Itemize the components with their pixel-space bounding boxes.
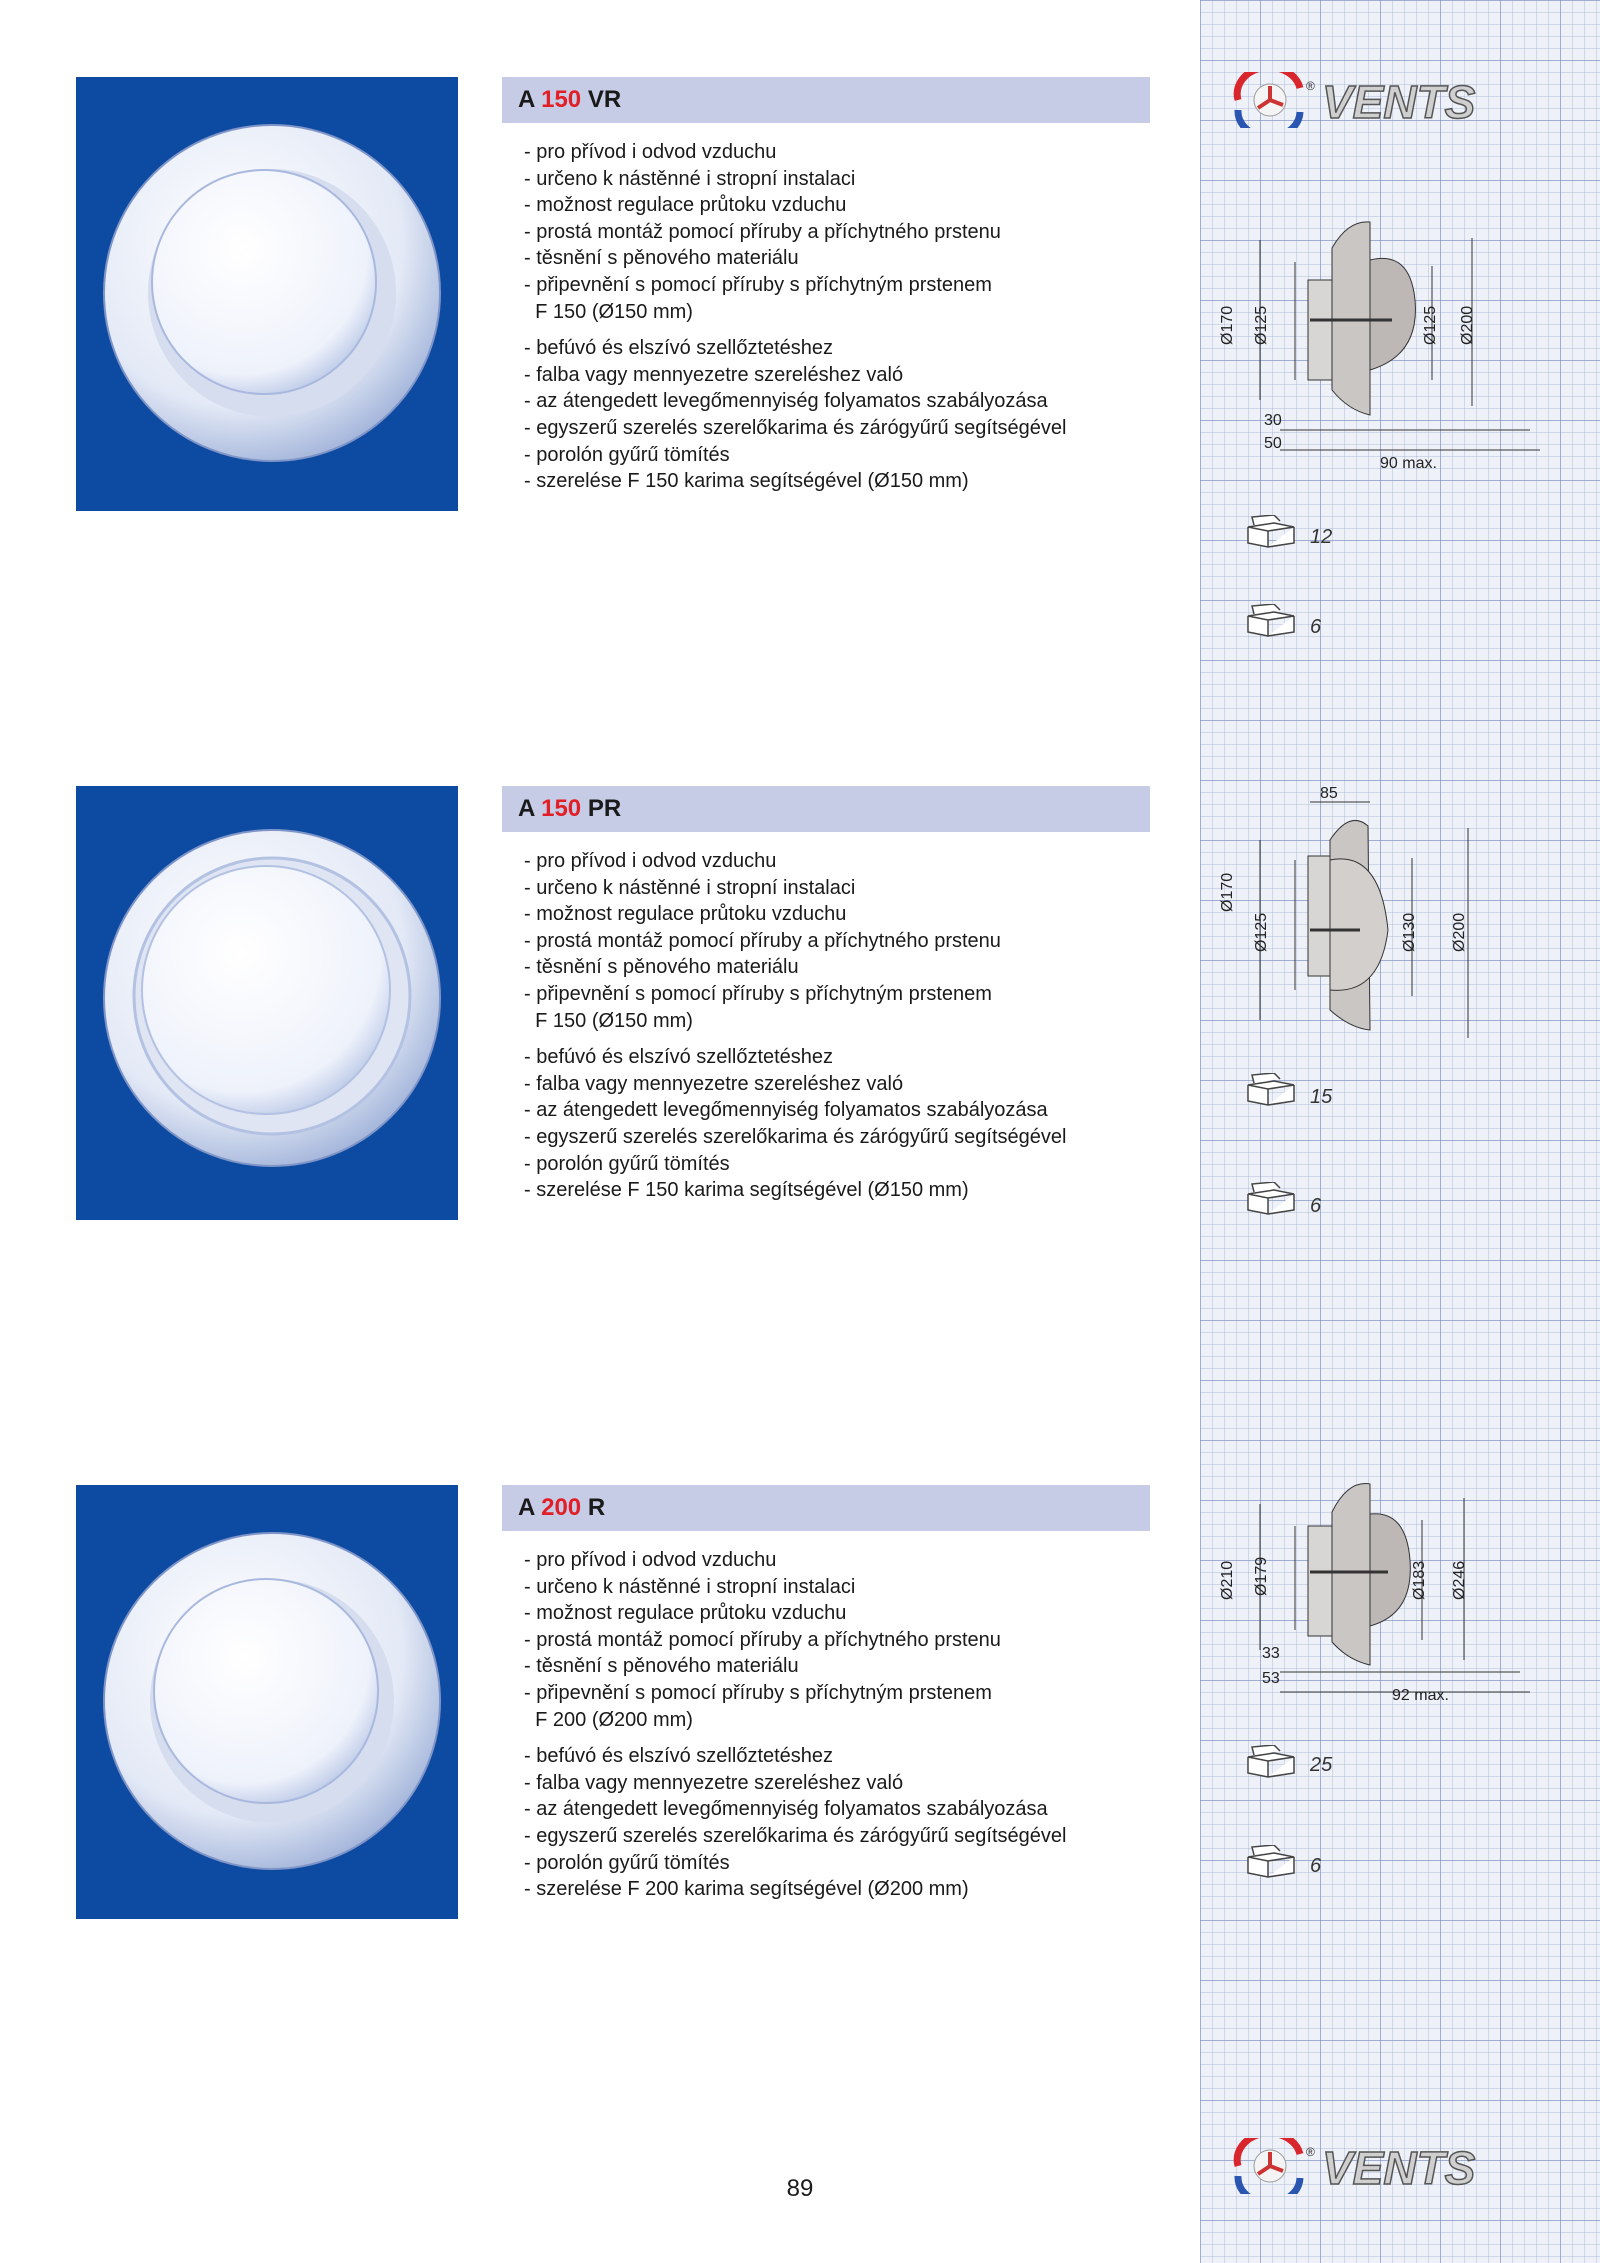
list-item: F 200 (Ø200 mm): [524, 1708, 693, 1731]
svg-text:Ø130: Ø130: [1401, 912, 1418, 952]
svg-text:®: ®: [1306, 2145, 1315, 2159]
list-item: - egyszerű szerelés szerelőkarima és zárógyűrű segítségével: [524, 1125, 1067, 1148]
svg-text:50: 50: [1264, 435, 1282, 452]
list-item: - pro přívod i odvod vzduchu: [524, 141, 777, 163]
list-item: - připevnění s pomocí příruby s příchytným prstenem: [524, 1681, 992, 1704]
list-item: - připevnění s pomocí příruby s příchytným prstenem: [524, 273, 992, 296]
list-item: - szerelése F 150 karima segítségével (Ø150 mm): [524, 1179, 969, 1202]
list-item: - určeno k nástěnné i stropní instalaci: [524, 167, 856, 190]
list-item: - falba vagy mennyezetre szereléshez való: [524, 1771, 904, 1794]
list-item: - befúvó és elszívó szellőztetéshez: [524, 337, 834, 360]
svg-text:VENTS: VENTS: [1322, 76, 1476, 128]
list-item: - szerelése F 150 karima segítségével (Ø150 mm): [524, 470, 969, 493]
list-item: - pro přívod i odvod vzduchu: [524, 850, 777, 872]
box-large-icon: [1244, 604, 1298, 638]
list-item: - egyszerű szerelés szerelőkarima és zárógyűrű segítségével: [524, 416, 1067, 439]
list-item: - az átengedett levegőmennyiség folyamatos szabályozása: [524, 1099, 1048, 1122]
list-item: - těsnění s pěnového materiálu: [524, 956, 799, 979]
list-item: - az átengedett levegőmennyiség folyamatos szabályozása: [524, 1798, 1048, 1821]
list-item: - falba vagy mennyezetre szereléshez való: [524, 1072, 904, 1095]
product-photo: [76, 786, 458, 1220]
box-small-icon: [1244, 1073, 1298, 1107]
page-number: 89: [786, 2175, 814, 2202]
svg-text:85: 85: [1320, 785, 1338, 802]
svg-text:Ø200: Ø200: [1459, 305, 1476, 345]
svg-text:92 max.: 92 max.: [1392, 1687, 1449, 1704]
svg-text:Ø210: Ø210: [1219, 1560, 1236, 1600]
pack-count-large: 6: [1310, 616, 1322, 638]
list-item: F 150 (Ø150 mm): [524, 1009, 693, 1032]
product-title: A 200 R: [502, 1485, 1150, 1531]
list-item: - prostá montáž pomocí příruby a příchytného prstenu: [524, 220, 1001, 243]
list-item: - porolón gyűrű tömítés: [524, 1851, 730, 1874]
product-photo: [76, 1485, 458, 1919]
list-item: - těsnění s pěnového materiálu: [524, 247, 799, 270]
box-large-icon: [1244, 1182, 1298, 1216]
product-title: A 150 PR: [502, 786, 1150, 832]
technical-drawing-3: [1210, 1480, 1590, 1730]
list-item: - porolón gyűrű tömítés: [524, 1152, 730, 1175]
list-item: - těsnění s pěnového materiálu: [524, 1655, 799, 1678]
svg-text:90 max.: 90 max.: [1380, 455, 1437, 472]
list-item: F 150 (Ø150 mm): [524, 300, 693, 323]
pack-count-small: 25: [1310, 1754, 1333, 1776]
svg-text:Ø125: Ø125: [1253, 912, 1270, 952]
product-title: A 150 VR: [502, 77, 1150, 123]
feature-list: [524, 848, 1164, 1204]
list-item: - prostá montáž pomocí příruby a příchytného prstenu: [524, 929, 1001, 952]
svg-text:30: 30: [1264, 412, 1282, 429]
list-item: - možnost regulace průtoku vzduchu: [524, 903, 847, 926]
technical-drawing-2: [1210, 780, 1590, 1050]
svg-text:53: 53: [1262, 1670, 1280, 1687]
svg-text:Ø125: Ø125: [1422, 305, 1439, 345]
list-item: - možnost regulace průtoku vzduchu: [524, 1602, 847, 1625]
svg-text:®: ®: [1306, 79, 1315, 93]
list-item: - určeno k nástěnné i stropní instalaci: [524, 876, 856, 899]
technical-drawing-1: [1210, 210, 1590, 480]
list-item: - možnost regulace průtoku vzduchu: [524, 194, 847, 217]
feature-list: [524, 139, 1164, 495]
list-item: - falba vagy mennyezetre szereléshez való: [524, 363, 904, 386]
svg-text:Ø170: Ø170: [1219, 305, 1236, 345]
pack-count-small: 15: [1310, 1086, 1333, 1108]
list-item: - pro přívod i odvod vzduchu: [524, 1549, 777, 1571]
pack-count-small: 12: [1310, 526, 1333, 548]
box-small-icon: [1244, 515, 1298, 549]
product-a150pr: [0, 786, 1200, 1226]
list-item: - určeno k nástěnné i stropní instalaci: [524, 1575, 856, 1598]
list-item: - befúvó és elszívó szellőztetéshez: [524, 1046, 834, 1069]
svg-text:Ø179: Ø179: [1253, 1556, 1270, 1596]
box-large-icon: [1244, 1845, 1298, 1879]
list-item: - prostá montáž pomocí příruby a příchytného prstenu: [524, 1628, 1001, 1651]
pack-count-large: 6: [1310, 1855, 1322, 1877]
svg-text:Ø183: Ø183: [1411, 1560, 1428, 1600]
vents-logo: [1230, 72, 1570, 128]
list-item: - szerelése F 200 karima segítségével (Ø200 mm): [524, 1878, 969, 1901]
pack-count-large: 6: [1310, 1195, 1322, 1217]
list-item: - připevnění s pomocí příruby s příchytným prstenem: [524, 982, 992, 1005]
box-small-icon: [1244, 1745, 1298, 1779]
list-item: - az átengedett levegőmennyiség folyamatos szabályozása: [524, 390, 1048, 413]
list-item: - porolón gyűrű tömítés: [524, 443, 730, 466]
feature-list: [524, 1547, 1164, 1903]
svg-text:Ø246: Ø246: [1451, 1560, 1468, 1600]
svg-text:Ø170: Ø170: [1219, 872, 1236, 912]
svg-text:VENTS: VENTS: [1322, 2142, 1476, 2194]
list-item: - egyszerű szerelés szerelőkarima és zárógyűrű segítségével: [524, 1824, 1067, 1847]
product-a200r: [0, 1485, 1200, 1925]
svg-text:Ø200: Ø200: [1451, 912, 1468, 952]
product-a150vr: [0, 77, 1200, 517]
svg-text:Ø125: Ø125: [1253, 305, 1270, 345]
vents-logo: [1230, 2138, 1570, 2194]
list-item: - befúvó és elszívó szellőztetéshez: [524, 1745, 834, 1768]
svg-text:33: 33: [1262, 1645, 1280, 1662]
product-photo: [76, 77, 458, 511]
